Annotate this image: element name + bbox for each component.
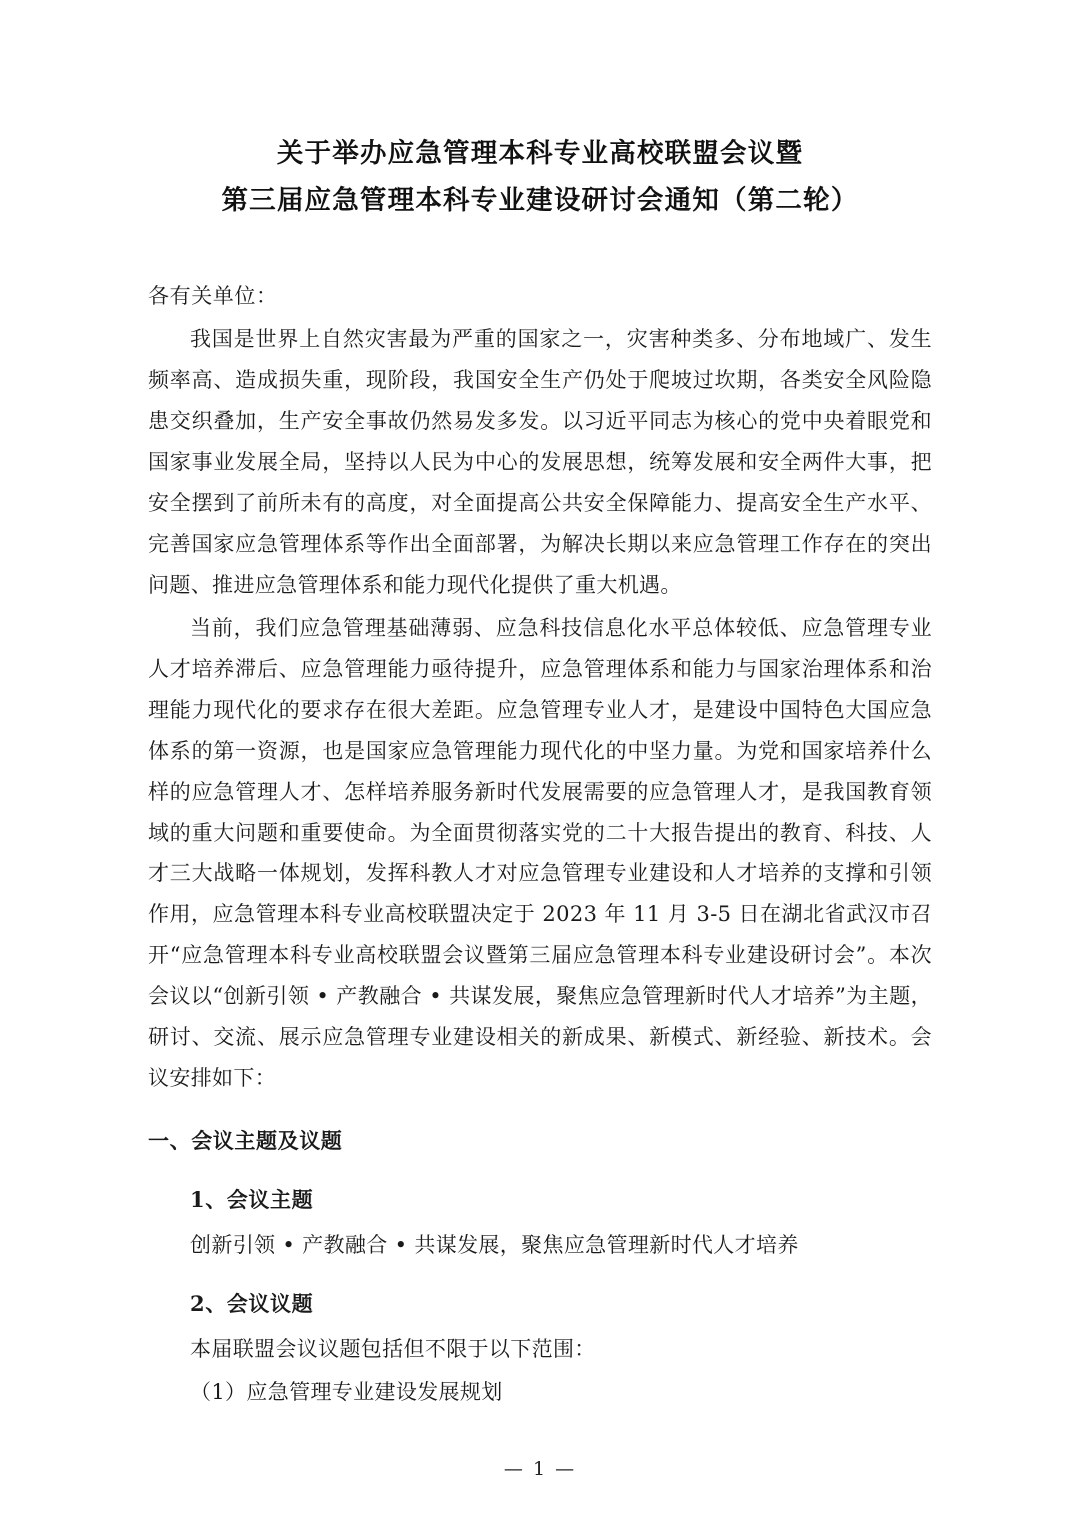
meeting-topic-item-1: （1）应急管理专业建设发展规划 [190,1379,503,1404]
salutation: 各有关单位： [148,284,278,309]
meeting-topics-intro: 本届联盟会议议题包括但不限于以下范围： [190,1336,596,1361]
sub-heading-meeting-theme: 1、会议主题 [190,1187,314,1212]
document-title [148,130,932,224]
section-heading-1: 一、会议主题及议题 [148,1128,343,1154]
title-line-2: 第三届应急管理本科专业建设研讨会通知（第二轮） [221,185,859,217]
title-line-1: 关于举办应急管理本科专业高校联盟会议暨 [276,138,804,169]
meeting-theme-text: 创新引领 • 产教融合 • 共谋发展，聚焦应急管理新时代人才培养 [190,1232,799,1257]
body-paragraph-2: 当前，我们应急管理基础薄弱、应急科技信息化水平总体较低、应急管理专业人才培养滞后、应急管理能力亟待提升，应急管理体系和能力与国家治理体系和治理能力现代化的要求存在很大差距。应急管理专业人才，是建设中国特色大国应急体系的第一资源，也是国家应急管理能力现代化的中坚力量。为党和国家培养什么样的应急管理人才、怎样培养服务新时代发展需要的应急管理人才，是我国教育领域的重大问题和重要使命。为全面贯彻落实党的二十大报告提出的教育、科技、人才三大战略一体规划，发挥科教人才对应急管理专业建设和人才培养的支撑和引领作用，应急管理本科专业高校联盟决定于 2023 年 11 月 3-5 日在湖北省武汉市召开“应急管理本科专业高校联盟会议暨第三届应急管理本科专业建设研讨会”。本次会议以“创新引领 • 产教融合 • 共谋发展，聚焦应急管理新时代人才培养”为主题，研讨、交流、展示应急管理专业建设相关的新成果、新模式、新经验、新技术。会议安排如下： [148,615,932,1091]
body-paragraph-1: 我国是世界上自然灾害最为严重的国家之一，灾害种类多、分布地域广、发生频率高、造成损失重，现阶段，我国安全生产仍处于爬坡过坎期，各类安全风险隐患交织叠加，生产安全事故仍然易发多发。以习近平同志为核心的党中央着眼党和国家事业发展全局，坚持以人民为中心的发展思想，统筹发展和安全两件大事，把安全摆到了前所未有的高度，对全面提高公共安全保障能力、提高安全生产水平、完善国家应急管理体系等作出全面部署，为解决长期以来应急管理工作存在的突出问题、推进应急管理体系和能力现代化提供了重大机遇。 [148,327,932,597]
page-number: — 1 — [503,1458,577,1480]
sub-heading-meeting-topics: 2、会议议题 [190,1290,314,1316]
